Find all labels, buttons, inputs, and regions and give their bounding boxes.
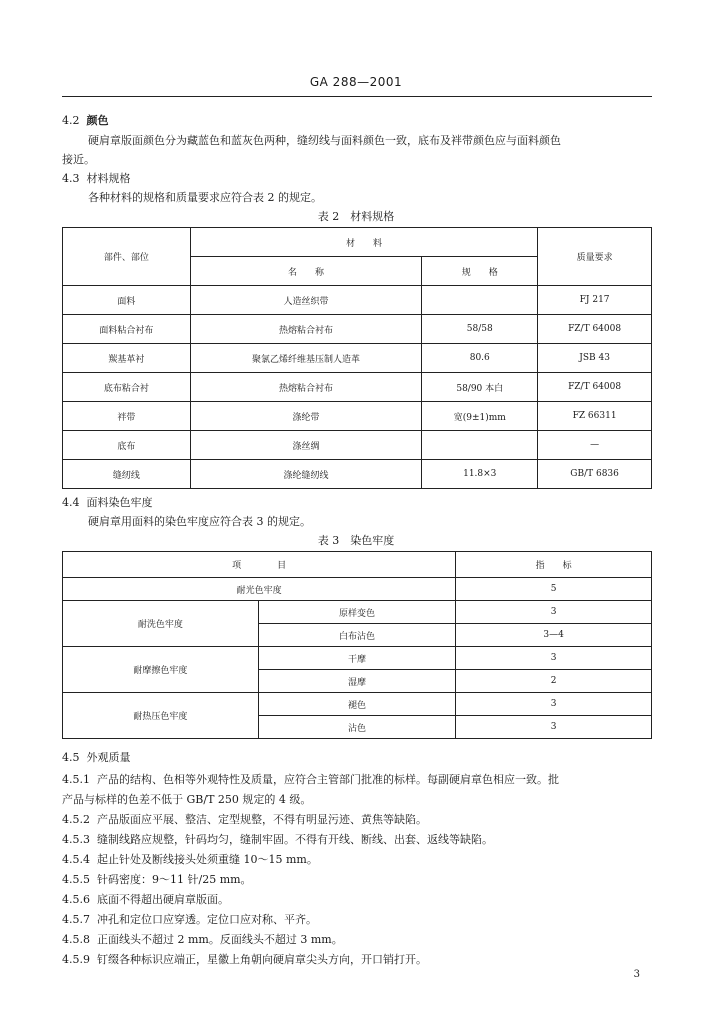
cell-part: 袢带 <box>63 402 191 431</box>
item-text: 产品与标样的色差不低于 GB/T 250 规定的 4 级。 <box>62 793 312 806</box>
cell-subitem: 原样变色 <box>258 601 456 624</box>
header-rule <box>62 96 652 97</box>
table-2-material-specs <box>62 227 652 489</box>
item-number: 4.5.7 <box>62 913 90 926</box>
cell-part: 面料粘合衬布 <box>63 315 191 344</box>
cell-item: 耐洗色牢度 <box>63 601 259 647</box>
list-item <box>62 931 343 947</box>
list-item <box>62 791 311 807</box>
cell-name: 涤纶缝纫线 <box>190 460 422 489</box>
table-row <box>63 315 652 344</box>
section-4-2-heading <box>62 112 109 128</box>
item-text: 钉缀各种标识应端正，星徽上角朝向硬肩章尖头方向，开口销打开。 <box>97 953 427 966</box>
cell-value: 3 <box>456 693 652 716</box>
table-row <box>63 344 652 373</box>
item-number: 4.5.4 <box>62 853 90 866</box>
table-row <box>63 373 652 402</box>
cell-quality: GB/T 6836 <box>538 460 652 489</box>
list-item <box>62 871 252 887</box>
section-number: 4.2 <box>62 114 80 127</box>
cell-name: 人造丝织带 <box>190 286 422 315</box>
table-2-caption: 表 2 材料规格 <box>317 210 395 223</box>
item-number: 4.5.6 <box>62 893 90 906</box>
item-text: 产品的结构、色相等外观特性及质量，应符合主管部门批准的标样。每副硬肩章色相应一致。批 <box>97 773 559 786</box>
table-row <box>63 431 652 460</box>
item-text: 正面线头不超过 2 mm。反面线头不超过 3 mm。 <box>97 933 343 946</box>
cell-quality: FZ/T 64008 <box>538 315 652 344</box>
cell-quality: FZ 66311 <box>538 402 652 431</box>
cell-subitem: 白布沾色 <box>258 624 456 647</box>
cell-spec: 宽(9±1)mm <box>422 402 538 431</box>
list-item <box>62 911 317 927</box>
cell-spec: 58/58 <box>422 315 538 344</box>
header-name: 名 称 <box>190 257 422 286</box>
paragraph-line: 硬肩章用面料的染色牢度应符合表 3 的规定。 <box>88 515 311 528</box>
header-quality: 质量要求 <box>538 228 652 286</box>
cell-subitem: 褪色 <box>258 693 456 716</box>
section-title: 颜色 <box>86 114 109 127</box>
list-item <box>62 831 493 847</box>
cell-part: 羰基革衬 <box>63 344 191 373</box>
cell-quality: FZ/T 64008 <box>538 373 652 402</box>
cell-quality: FJ 217 <box>538 286 652 315</box>
item-number: 4.5.1 <box>62 773 90 786</box>
cell-name: 涤纶带 <box>190 402 422 431</box>
section-title: 外观质量 <box>86 751 131 764</box>
section-number: 4.3 <box>62 172 80 185</box>
table-3-color-fastness <box>62 551 652 739</box>
section-title: 面料染色牢度 <box>86 496 153 509</box>
cell-part: 面料 <box>63 286 191 315</box>
cell-subitem: 湿摩 <box>258 670 456 693</box>
list-item <box>62 891 229 907</box>
item-number: 4.5.8 <box>62 933 90 946</box>
section-4-4-heading <box>62 494 153 510</box>
section-4-5-heading <box>62 749 131 765</box>
paragraph-line: 接近。 <box>62 153 95 166</box>
cell-spec: 11.8×3 <box>422 460 538 489</box>
header-spec: 规 格 <box>422 257 538 286</box>
cell-name: 涤丝绸 <box>190 431 422 460</box>
cell-part: 底布粘合衬 <box>63 373 191 402</box>
standard-header: GA 288—2001 <box>309 75 403 89</box>
table-row <box>63 578 652 601</box>
item-text: 底面不得超出硬肩章版面。 <box>97 893 229 906</box>
cell-value: 3 <box>456 601 652 624</box>
item-number: 4.5.3 <box>62 833 90 846</box>
cell-subitem: 沾色 <box>258 716 456 739</box>
header-item: 项 目 <box>63 552 456 578</box>
cell-spec: 58/90 本白 <box>422 373 538 402</box>
cell-spec <box>422 431 538 460</box>
item-text: 针码密度：9～11 针/25 mm。 <box>97 873 252 886</box>
table-row <box>63 402 652 431</box>
cell-spec <box>422 286 538 315</box>
cell-item: 耐摩擦色牢度 <box>63 647 259 693</box>
cell-item: 耐光色牢度 <box>63 578 456 601</box>
cell-value: 3 <box>456 647 652 670</box>
paragraph-line: 硬肩章版面颜色分为藏蓝色和蓝灰色两种，缝纫线与面料颜色一致，底布及袢带颜色应与面料颜色 <box>88 134 561 147</box>
table-3-caption: 表 3 染色牢度 <box>317 534 395 547</box>
cell-subitem: 干摩 <box>258 647 456 670</box>
item-number: 4.5.9 <box>62 953 90 966</box>
cell-spec: 80.6 <box>422 344 538 373</box>
page-number: 3 <box>633 969 640 980</box>
item-text: 冲孔和定位口应穿透。定位口应对称、平齐。 <box>97 913 317 926</box>
cell-value: 2 <box>456 670 652 693</box>
section-title: 材料规格 <box>86 172 131 185</box>
header-index: 指 标 <box>456 552 652 578</box>
section-number: 4.5 <box>62 751 80 764</box>
list-item <box>62 851 318 867</box>
item-number: 4.5.5 <box>62 873 90 886</box>
table-row <box>63 460 652 489</box>
cell-name: 热熔粘合衬布 <box>190 315 422 344</box>
cell-value: 3 <box>456 716 652 739</box>
cell-name: 热熔粘合衬布 <box>190 373 422 402</box>
cell-part: 缝纫线 <box>63 460 191 489</box>
table-row <box>63 693 652 716</box>
cell-value: 3—4 <box>456 624 652 647</box>
item-text: 产品版面应平展、整洁、定型规整，不得有明显污迹、黄焦等缺陷。 <box>97 813 427 826</box>
table-row <box>63 601 652 624</box>
cell-value: 5 <box>456 578 652 601</box>
list-item <box>62 811 427 827</box>
header-part: 部件、部位 <box>63 228 191 286</box>
table-row <box>63 647 652 670</box>
paragraph-line: 各种材料的规格和质量要求应符合表 2 的规定。 <box>88 191 322 204</box>
cell-quality: — <box>538 431 652 460</box>
section-number: 4.4 <box>62 496 80 509</box>
cell-name: 聚氯乙烯纤维基压制人造革 <box>190 344 422 373</box>
section-4-3-heading <box>62 170 131 186</box>
header-material: 材 料 <box>190 228 537 257</box>
item-number: 4.5.2 <box>62 813 90 826</box>
item-text: 缝制线路应规整，针码均匀，缝制牢固。不得有开线、断线、出套、返线等缺陷。 <box>97 833 493 846</box>
item-text: 起止针处及断线接头处须重缝 10～15 mm。 <box>97 853 318 866</box>
table-row <box>63 286 652 315</box>
cell-item: 耐热压色牢度 <box>63 693 259 739</box>
cell-quality: JSB 43 <box>538 344 652 373</box>
cell-part: 底布 <box>63 431 191 460</box>
list-item <box>62 771 559 787</box>
list-item <box>62 951 427 967</box>
